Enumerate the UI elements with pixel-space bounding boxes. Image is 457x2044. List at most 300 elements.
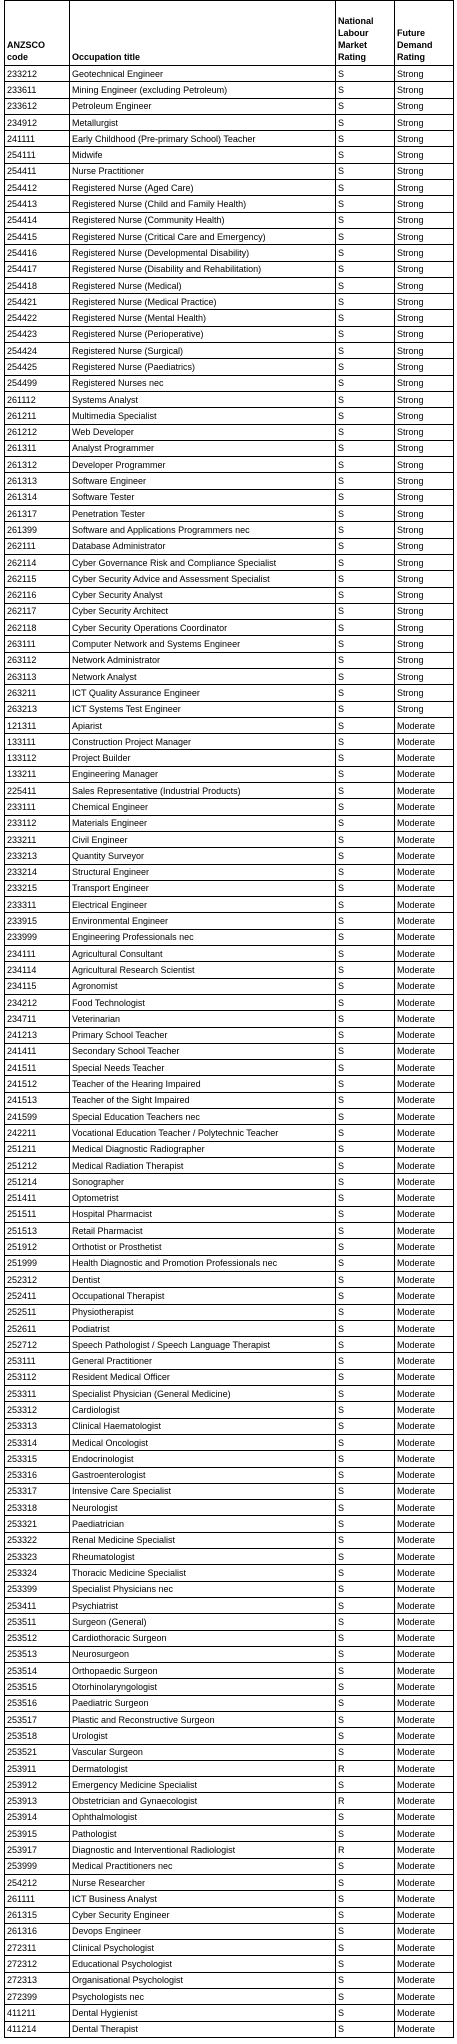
cell-future-demand-rating: Moderate xyxy=(395,1728,454,1744)
cell-labour-market-rating: S xyxy=(336,815,395,831)
table-row xyxy=(5,538,454,554)
table-row xyxy=(5,424,454,440)
cell-anzsco-code: 411211 xyxy=(5,2005,70,2021)
cell-occupation-title: Agricultural Research Scientist xyxy=(70,962,336,978)
cell-occupation-title: Construction Project Manager xyxy=(70,734,336,750)
cell-labour-market-rating: S xyxy=(336,1288,395,1304)
occupation-table xyxy=(4,0,454,2038)
cell-occupation-title: Psychologists nec xyxy=(70,1989,336,2005)
cell-anzsco-code: 261211 xyxy=(5,408,70,424)
cell-labour-market-rating: S xyxy=(336,343,395,359)
cell-occupation-title: Software Tester xyxy=(70,489,336,505)
cell-future-demand-rating: Moderate xyxy=(395,1793,454,1809)
cell-occupation-title: Orthotist or Prosthetist xyxy=(70,1239,336,1255)
cell-anzsco-code: 252611 xyxy=(5,1320,70,1336)
cell-anzsco-code: 253915 xyxy=(5,1826,70,1842)
table-row xyxy=(5,1386,454,1402)
cell-labour-market-rating: S xyxy=(336,1157,395,1173)
cell-labour-market-rating: S xyxy=(336,717,395,733)
cell-future-demand-rating: Moderate xyxy=(395,1891,454,1907)
cell-anzsco-code: 254212 xyxy=(5,1874,70,1890)
cell-labour-market-rating: S xyxy=(336,212,395,228)
cell-anzsco-code: 254412 xyxy=(5,180,70,196)
cell-occupation-title: Resident Medical Officer xyxy=(70,1369,336,1385)
cell-anzsco-code: 263112 xyxy=(5,652,70,668)
cell-labour-market-rating: S xyxy=(336,750,395,766)
cell-anzsco-code: 261315 xyxy=(5,1907,70,1923)
cell-anzsco-code: 251211 xyxy=(5,1141,70,1157)
table-row xyxy=(5,1239,454,1255)
cell-labour-market-rating: S xyxy=(336,1581,395,1597)
cell-occupation-title: ICT Systems Test Engineer xyxy=(70,701,336,717)
table-header xyxy=(5,1,454,66)
cell-future-demand-rating: Moderate xyxy=(395,1174,454,1190)
cell-occupation-title: Thoracic Medicine Specialist xyxy=(70,1565,336,1581)
cell-future-demand-rating: Moderate xyxy=(395,1304,454,1320)
cell-future-demand-rating: Strong xyxy=(395,473,454,489)
cell-future-demand-rating: Moderate xyxy=(395,1907,454,1923)
cell-anzsco-code: 241411 xyxy=(5,1043,70,1059)
header-anzsco-code: ANZSCO code xyxy=(5,1,70,66)
cell-labour-market-rating: S xyxy=(336,228,395,244)
table-row xyxy=(5,163,454,179)
cell-anzsco-code: 262111 xyxy=(5,538,70,554)
cell-labour-market-rating: S xyxy=(336,962,395,978)
table-row xyxy=(5,1011,454,1027)
cell-anzsco-code: 241513 xyxy=(5,1092,70,1108)
table-row xyxy=(5,489,454,505)
cell-future-demand-rating: Moderate xyxy=(395,2005,454,2021)
cell-occupation-title: Structural Engineer xyxy=(70,864,336,880)
table-row xyxy=(5,408,454,424)
cell-anzsco-code: 233915 xyxy=(5,913,70,929)
table-row xyxy=(5,571,454,587)
cell-occupation-title: Ophthalmologist xyxy=(70,1809,336,1825)
cell-labour-market-rating: S xyxy=(336,163,395,179)
cell-labour-market-rating: S xyxy=(336,554,395,570)
table-row xyxy=(5,1500,454,1516)
cell-anzsco-code: 252411 xyxy=(5,1288,70,1304)
table-row xyxy=(5,1777,454,1793)
table-row xyxy=(5,326,454,342)
cell-future-demand-rating: Moderate xyxy=(395,1826,454,1842)
cell-future-demand-rating: Moderate xyxy=(395,1777,454,1793)
cell-labour-market-rating: S xyxy=(336,1255,395,1271)
cell-future-demand-rating: Strong xyxy=(395,685,454,701)
cell-labour-market-rating: S xyxy=(336,1500,395,1516)
cell-anzsco-code: 261317 xyxy=(5,506,70,522)
cell-future-demand-rating: Moderate xyxy=(395,1565,454,1581)
cell-future-demand-rating: Moderate xyxy=(395,1369,454,1385)
cell-anzsco-code: 254416 xyxy=(5,245,70,261)
cell-future-demand-rating: Moderate xyxy=(395,1760,454,1776)
table-row xyxy=(5,1532,454,1548)
cell-occupation-title: Rheumatologist xyxy=(70,1549,336,1565)
cell-future-demand-rating: Strong xyxy=(395,457,454,473)
table-row xyxy=(5,98,454,114)
cell-future-demand-rating: Moderate xyxy=(395,929,454,945)
table-row xyxy=(5,1125,454,1141)
table-row xyxy=(5,1549,454,1565)
table-row xyxy=(5,522,454,538)
cell-occupation-title: Project Builder xyxy=(70,750,336,766)
cell-anzsco-code: 233612 xyxy=(5,98,70,114)
cell-occupation-title: Intensive Care Specialist xyxy=(70,1483,336,1499)
cell-occupation-title: Neurosurgeon xyxy=(70,1646,336,1662)
cell-labour-market-rating: S xyxy=(336,1483,395,1499)
table-row xyxy=(5,359,454,375)
table-row xyxy=(5,440,454,456)
cell-future-demand-rating: Strong xyxy=(395,538,454,554)
cell-anzsco-code: 241111 xyxy=(5,131,70,147)
cell-anzsco-code: 261316 xyxy=(5,1923,70,1939)
cell-occupation-title: Educational Psychologist xyxy=(70,1956,336,1972)
table-row xyxy=(5,343,454,359)
header-row xyxy=(5,1,454,66)
table-row xyxy=(5,913,454,929)
cell-future-demand-rating: Strong xyxy=(395,131,454,147)
cell-labour-market-rating: S xyxy=(336,375,395,391)
cell-anzsco-code: 133211 xyxy=(5,766,70,782)
cell-future-demand-rating: Moderate xyxy=(395,717,454,733)
header-future-demand-rating: Future Demand Rating xyxy=(395,1,454,66)
cell-labour-market-rating: S xyxy=(336,1418,395,1434)
cell-occupation-title: Civil Engineer xyxy=(70,831,336,847)
cell-labour-market-rating: S xyxy=(336,1646,395,1662)
cell-future-demand-rating: Moderate xyxy=(395,815,454,831)
cell-occupation-title: Vascular Surgeon xyxy=(70,1744,336,1760)
cell-anzsco-code: 254422 xyxy=(5,310,70,326)
cell-labour-market-rating: S xyxy=(336,1190,395,1206)
cell-anzsco-code: 253511 xyxy=(5,1614,70,1630)
cell-occupation-title: Podiatrist xyxy=(70,1320,336,1336)
cell-occupation-title: Renal Medicine Specialist xyxy=(70,1532,336,1548)
cell-anzsco-code: 253322 xyxy=(5,1532,70,1548)
cell-labour-market-rating: S xyxy=(336,734,395,750)
cell-labour-market-rating: S xyxy=(336,1304,395,1320)
cell-labour-market-rating: S xyxy=(336,522,395,538)
cell-occupation-title: Endocrinologist xyxy=(70,1451,336,1467)
cell-future-demand-rating: Moderate xyxy=(395,1842,454,1858)
cell-future-demand-rating: Moderate xyxy=(395,1630,454,1646)
cell-future-demand-rating: Moderate xyxy=(395,1451,454,1467)
table-row xyxy=(5,1141,454,1157)
cell-anzsco-code: 241511 xyxy=(5,1060,70,1076)
cell-occupation-title: Engineering Manager xyxy=(70,766,336,782)
cell-occupation-title: Psychiatrist xyxy=(70,1597,336,1613)
cell-anzsco-code: 241213 xyxy=(5,1027,70,1043)
cell-occupation-title: Medical Oncologist xyxy=(70,1434,336,1450)
cell-occupation-title: Registered Nurses nec xyxy=(70,375,336,391)
cell-future-demand-rating: Strong xyxy=(395,163,454,179)
cell-future-demand-rating: Moderate xyxy=(395,734,454,750)
cell-labour-market-rating: S xyxy=(336,864,395,880)
cell-labour-market-rating: S xyxy=(336,1891,395,1907)
table-row xyxy=(5,1956,454,1972)
cell-anzsco-code: 272313 xyxy=(5,1972,70,1988)
cell-future-demand-rating: Moderate xyxy=(395,2021,454,2037)
cell-future-demand-rating: Strong xyxy=(395,310,454,326)
table-row xyxy=(5,1711,454,1727)
cell-labour-market-rating: S xyxy=(336,489,395,505)
table-row xyxy=(5,1842,454,1858)
table-row xyxy=(5,1923,454,1939)
cell-labour-market-rating: S xyxy=(336,359,395,375)
cell-labour-market-rating: S xyxy=(336,1907,395,1923)
table-row xyxy=(5,783,454,799)
cell-future-demand-rating: Strong xyxy=(395,343,454,359)
cell-anzsco-code: 253999 xyxy=(5,1858,70,1874)
cell-future-demand-rating: Moderate xyxy=(395,1157,454,1173)
table-row xyxy=(5,978,454,994)
cell-occupation-title: Computer Network and Systems Engineer xyxy=(70,636,336,652)
cell-occupation-title: Specialist Physicians nec xyxy=(70,1581,336,1597)
cell-anzsco-code: 233212 xyxy=(5,66,70,82)
cell-future-demand-rating: Moderate xyxy=(395,1288,454,1304)
cell-future-demand-rating: Strong xyxy=(395,391,454,407)
cell-anzsco-code: 254415 xyxy=(5,228,70,244)
table-row xyxy=(5,147,454,163)
cell-anzsco-code: 254499 xyxy=(5,375,70,391)
table-row xyxy=(5,1157,454,1173)
cell-occupation-title: Teacher of the Sight Impaired xyxy=(70,1092,336,1108)
table-row xyxy=(5,766,454,782)
cell-labour-market-rating: S xyxy=(336,457,395,473)
cell-future-demand-rating: Moderate xyxy=(395,1271,454,1287)
table-row xyxy=(5,1630,454,1646)
cell-labour-market-rating: S xyxy=(336,929,395,945)
cell-labour-market-rating: S xyxy=(336,131,395,147)
cell-occupation-title: Occupational Therapist xyxy=(70,1288,336,1304)
cell-future-demand-rating: Strong xyxy=(395,620,454,636)
table-row xyxy=(5,1581,454,1597)
cell-anzsco-code: 251214 xyxy=(5,1174,70,1190)
cell-anzsco-code: 254425 xyxy=(5,359,70,375)
cell-anzsco-code: 262117 xyxy=(5,603,70,619)
cell-future-demand-rating: Moderate xyxy=(395,1386,454,1402)
cell-labour-market-rating: S xyxy=(336,1695,395,1711)
cell-occupation-title: Plastic and Reconstructive Surgeon xyxy=(70,1711,336,1727)
cell-labour-market-rating: S xyxy=(336,1271,395,1287)
table-row xyxy=(5,1043,454,1059)
table-row xyxy=(5,1206,454,1222)
table-row xyxy=(5,848,454,864)
cell-occupation-title: Special Education Teachers nec xyxy=(70,1109,336,1125)
table-row xyxy=(5,880,454,896)
cell-labour-market-rating: S xyxy=(336,1043,395,1059)
cell-occupation-title: Cyber Security Analyst xyxy=(70,587,336,603)
cell-anzsco-code: 262115 xyxy=(5,571,70,587)
cell-labour-market-rating: S xyxy=(336,261,395,277)
cell-anzsco-code: 241599 xyxy=(5,1109,70,1125)
cell-labour-market-rating: S xyxy=(336,2005,395,2021)
cell-anzsco-code: 261314 xyxy=(5,489,70,505)
table-row xyxy=(5,1614,454,1630)
cell-future-demand-rating: Moderate xyxy=(395,1663,454,1679)
cell-anzsco-code: 261212 xyxy=(5,424,70,440)
cell-future-demand-rating: Strong xyxy=(395,277,454,293)
cell-future-demand-rating: Moderate xyxy=(395,1874,454,1890)
cell-anzsco-code: 253318 xyxy=(5,1500,70,1516)
cell-occupation-title: Geotechnical Engineer xyxy=(70,66,336,82)
cell-anzsco-code: 233213 xyxy=(5,848,70,864)
table-row xyxy=(5,734,454,750)
cell-future-demand-rating: Strong xyxy=(395,506,454,522)
cell-labour-market-rating: S xyxy=(336,766,395,782)
cell-labour-market-rating: S xyxy=(336,473,395,489)
cell-anzsco-code: 253513 xyxy=(5,1646,70,1662)
cell-future-demand-rating: Strong xyxy=(395,652,454,668)
cell-anzsco-code: 233311 xyxy=(5,897,70,913)
cell-labour-market-rating: S xyxy=(336,277,395,293)
cell-occupation-title: Nurse Practitioner xyxy=(70,163,336,179)
cell-future-demand-rating: Moderate xyxy=(395,1092,454,1108)
cell-labour-market-rating: S xyxy=(336,1011,395,1027)
cell-anzsco-code: 253514 xyxy=(5,1663,70,1679)
cell-labour-market-rating: S xyxy=(336,1141,395,1157)
cell-labour-market-rating: S xyxy=(336,1679,395,1695)
cell-labour-market-rating: S xyxy=(336,1434,395,1450)
cell-occupation-title: Clinical Haematologist xyxy=(70,1418,336,1434)
header-labour-market-rating: National Labour Market Rating xyxy=(336,1,395,66)
cell-anzsco-code: 251999 xyxy=(5,1255,70,1271)
cell-occupation-title: Registered Nurse (Perioperative) xyxy=(70,326,336,342)
cell-occupation-title: Network Administrator xyxy=(70,652,336,668)
cell-labour-market-rating: S xyxy=(336,831,395,847)
cell-occupation-title: Multimedia Specialist xyxy=(70,408,336,424)
cell-anzsco-code: 253324 xyxy=(5,1565,70,1581)
table-row xyxy=(5,1940,454,1956)
cell-future-demand-rating: Moderate xyxy=(395,1060,454,1076)
cell-future-demand-rating: Moderate xyxy=(395,1027,454,1043)
cell-occupation-title: Cardiologist xyxy=(70,1402,336,1418)
cell-occupation-title: Registered Nurse (Child and Family Health) xyxy=(70,196,336,212)
cell-future-demand-rating: Moderate xyxy=(395,978,454,994)
cell-anzsco-code: 253912 xyxy=(5,1777,70,1793)
cell-anzsco-code: 241512 xyxy=(5,1076,70,1092)
table-row xyxy=(5,1288,454,1304)
cell-anzsco-code: 253111 xyxy=(5,1353,70,1369)
cell-occupation-title: Analyst Programmer xyxy=(70,440,336,456)
table-row xyxy=(5,1271,454,1287)
cell-occupation-title: Registered Nurse (Disability and Rehabilitation) xyxy=(70,261,336,277)
table-row xyxy=(5,114,454,130)
cell-occupation-title: Quantity Surveyor xyxy=(70,848,336,864)
table-row xyxy=(5,897,454,913)
cell-labour-market-rating: S xyxy=(336,1337,395,1353)
cell-anzsco-code: 263113 xyxy=(5,668,70,684)
cell-labour-market-rating: S xyxy=(336,1809,395,1825)
cell-labour-market-rating: S xyxy=(336,1092,395,1108)
cell-labour-market-rating: S xyxy=(336,180,395,196)
cell-occupation-title: Medical Diagnostic Radiographer xyxy=(70,1141,336,1157)
table-row xyxy=(5,1076,454,1092)
cell-anzsco-code: 253323 xyxy=(5,1549,70,1565)
table-row xyxy=(5,1989,454,2005)
cell-occupation-title: Hospital Pharmacist xyxy=(70,1206,336,1222)
cell-anzsco-code: 253321 xyxy=(5,1516,70,1532)
cell-future-demand-rating: Moderate xyxy=(395,1402,454,1418)
cell-labour-market-rating: S xyxy=(336,1516,395,1532)
cell-occupation-title: Web Developer xyxy=(70,424,336,440)
cell-labour-market-rating: S xyxy=(336,603,395,619)
cell-anzsco-code: 253512 xyxy=(5,1630,70,1646)
cell-anzsco-code: 251411 xyxy=(5,1190,70,1206)
cell-anzsco-code: 233111 xyxy=(5,799,70,815)
cell-occupation-title: Registered Nurse (Surgical) xyxy=(70,343,336,359)
cell-occupation-title: Engineering Professionals nec xyxy=(70,929,336,945)
cell-future-demand-rating: Moderate xyxy=(395,897,454,913)
cell-occupation-title: Developer Programmer xyxy=(70,457,336,473)
cell-occupation-title: Database Administrator xyxy=(70,538,336,554)
cell-labour-market-rating: S xyxy=(336,1956,395,1972)
cell-occupation-title: Health Diagnostic and Promotion Professionals nec xyxy=(70,1255,336,1271)
cell-labour-market-rating: S xyxy=(336,1369,395,1385)
cell-future-demand-rating: Moderate xyxy=(395,913,454,929)
cell-occupation-title: Devops Engineer xyxy=(70,1923,336,1939)
cell-labour-market-rating: S xyxy=(336,1060,395,1076)
cell-future-demand-rating: Strong xyxy=(395,603,454,619)
cell-future-demand-rating: Strong xyxy=(395,375,454,391)
cell-labour-market-rating: S xyxy=(336,994,395,1010)
cell-occupation-title: Cardiothoracic Surgeon xyxy=(70,1630,336,1646)
table-row xyxy=(5,962,454,978)
cell-future-demand-rating: Strong xyxy=(395,326,454,342)
cell-future-demand-rating: Strong xyxy=(395,98,454,114)
cell-labour-market-rating: R xyxy=(336,1842,395,1858)
cell-future-demand-rating: Moderate xyxy=(395,1141,454,1157)
cell-occupation-title: Cyber Security Operations Coordinator xyxy=(70,620,336,636)
cell-anzsco-code: 252511 xyxy=(5,1304,70,1320)
cell-occupation-title: Petroleum Engineer xyxy=(70,98,336,114)
table-row xyxy=(5,636,454,652)
cell-occupation-title: Orthopaedic Surgeon xyxy=(70,1663,336,1679)
cell-anzsco-code: 253911 xyxy=(5,1760,70,1776)
cell-anzsco-code: 252312 xyxy=(5,1271,70,1287)
table-row xyxy=(5,212,454,228)
cell-anzsco-code: 253411 xyxy=(5,1597,70,1613)
cell-future-demand-rating: Strong xyxy=(395,440,454,456)
cell-labour-market-rating: R xyxy=(336,1760,395,1776)
cell-anzsco-code: 225411 xyxy=(5,783,70,799)
cell-future-demand-rating: Strong xyxy=(395,196,454,212)
cell-occupation-title: Veterinarian xyxy=(70,1011,336,1027)
cell-anzsco-code: 251513 xyxy=(5,1223,70,1239)
cell-labour-market-rating: S xyxy=(336,701,395,717)
cell-anzsco-code: 262116 xyxy=(5,587,70,603)
cell-labour-market-rating: S xyxy=(336,440,395,456)
cell-labour-market-rating: S xyxy=(336,1239,395,1255)
cell-anzsco-code: 253518 xyxy=(5,1728,70,1744)
cell-anzsco-code: 254111 xyxy=(5,147,70,163)
cell-anzsco-code: 254423 xyxy=(5,326,70,342)
table-row xyxy=(5,1858,454,1874)
table-row xyxy=(5,652,454,668)
cell-occupation-title: Food Technologist xyxy=(70,994,336,1010)
cell-future-demand-rating: Moderate xyxy=(395,1695,454,1711)
table-row xyxy=(5,131,454,147)
cell-anzsco-code: 233214 xyxy=(5,864,70,880)
cell-future-demand-rating: Strong xyxy=(395,66,454,82)
cell-labour-market-rating: S xyxy=(336,1320,395,1336)
cell-anzsco-code: 253312 xyxy=(5,1402,70,1418)
table-row xyxy=(5,620,454,636)
cell-labour-market-rating: S xyxy=(336,1386,395,1402)
cell-occupation-title: Mining Engineer (excluding Petroleum) xyxy=(70,82,336,98)
cell-future-demand-rating: Moderate xyxy=(395,1549,454,1565)
cell-anzsco-code: 253517 xyxy=(5,1711,70,1727)
cell-occupation-title: Otorhinolaryngologist xyxy=(70,1679,336,1695)
